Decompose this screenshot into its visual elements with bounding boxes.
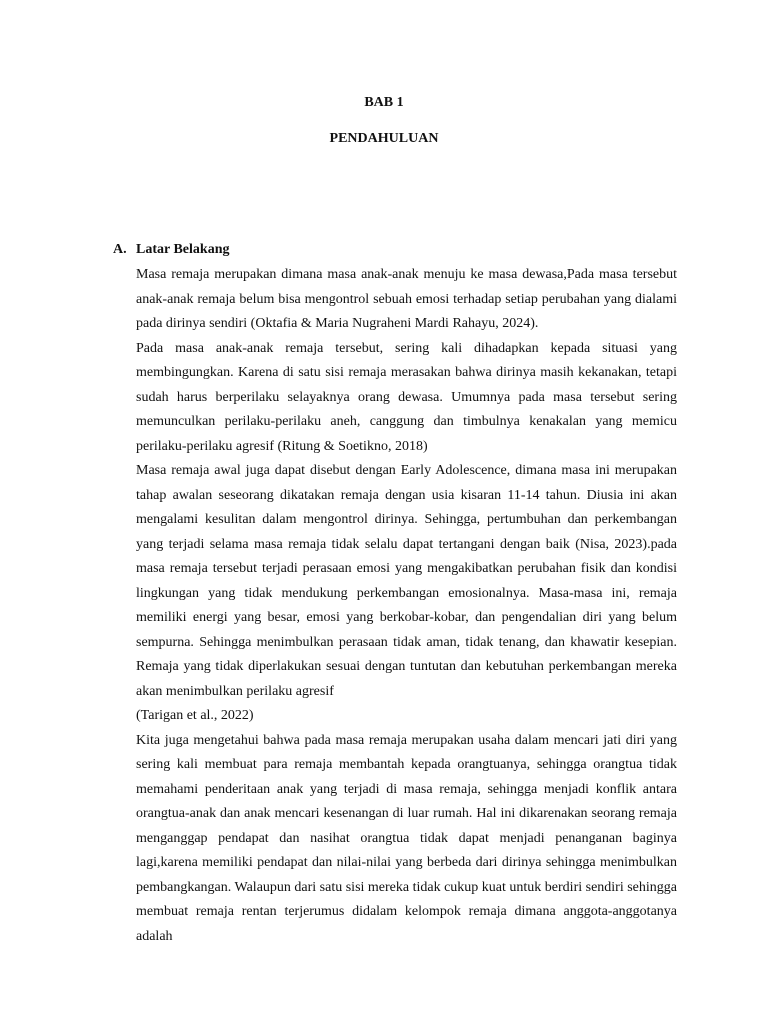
- paragraph: Masa remaja merupakan dimana masa anak-anak menuju ke masa dewasa,Pada masa tersebut anak-anak remaja belum bisa mengontrol sebuah emosi terhadap setiap perubahan yang dialami pada dirinya sendiri (Oktafia & Maria Nugraheni Mardi Rahayu, 2024).: [136, 267, 677, 331]
- section-title: Latar Belakang: [136, 242, 230, 257]
- body-text: [136, 263, 677, 949]
- chapter-number: BAB 1: [364, 95, 404, 110]
- paragraph: Masa remaja awal juga dapat disebut dengan Early Adolescence, dimana masa ini merupakan tahap awalan seseorang dikatakan remaja dengan usia kisaran 11-14 tahun. Diusia ini akan mengalami kesulitan dalam mengontrol dirinya. Sehingga, pertumbuhan dan perkembangan yang terjadi selama masa remaja tidak selalu dapat tertangani dengan baik (Nisa, 2023).pada masa remaja tersebut terjadi perasaan emosi yang mengakibatkan perubahan fisik dan kondisi lingkungan yang tidak mendukung perkembangan emosionalnya. Masa-masa ini, remaja memiliki energi yang besar, emosi yang berkobar-kobar, dan pengendalian diri yang belum sempurna. Sehingga menimbulkan perasaan tidak aman, tidak tenang, dan khawatir kesepian. Remaja yang tidak diperlakukan sesuai dengan tuntutan dan kebutuhan perkembangan mereka akan menimbulkan perilaku agresif: [136, 463, 677, 699]
- citation-line: (Tarigan et al., 2022): [136, 708, 254, 723]
- section-heading: [113, 241, 229, 259]
- paragraph: Pada masa anak-anak remaja tersebut, sering kali dihadapkan kepada situasi yang membingungkan. Karena di satu sisi remaja merasakan bahwa dirinya masih kekanakan, tetapi sudah harus berperilaku selayaknya orang dewasa. Umumnya pada masa tersebut sering memunculkan perilaku-perilaku aneh, canggung dan timbulnya kenakalan yang memicu perilaku-perilaku agresif (Ritung & Soetikno, 2018): [136, 340, 677, 454]
- chapter-title: PENDAHULUAN: [329, 131, 439, 146]
- paragraph: Kita juga mengetahui bahwa pada masa remaja merupakan usaha dalam mencari jati diri yang sering kali membuat para remaja membantah kepada orangtuanya, sehingga orangtua tidak memahami penderitaan anak yang terjadi di masa remaja, sehingga menjadi konflik antara orangtua-anak dan anak mencari kesenangan di luar rumah. Hal ini dikarenakan seorang remaja menganggap pendapat dan nasihat orangtua tidak dapat menjadi penanganan baginya lagi,karena memiliki pendapat dan nilai-nilai yang berbeda dari dirinya sehingga menimbulkan pembangkangan. Walaupun dari satu sisi mereka tidak cukup kuat untuk berdiri sendiri sehingga membuat remaja rentan terjerumus didalam kelompok remaja dimana anggota-anggotanya adalah: [136, 732, 677, 944]
- section-marker: A.: [113, 242, 127, 257]
